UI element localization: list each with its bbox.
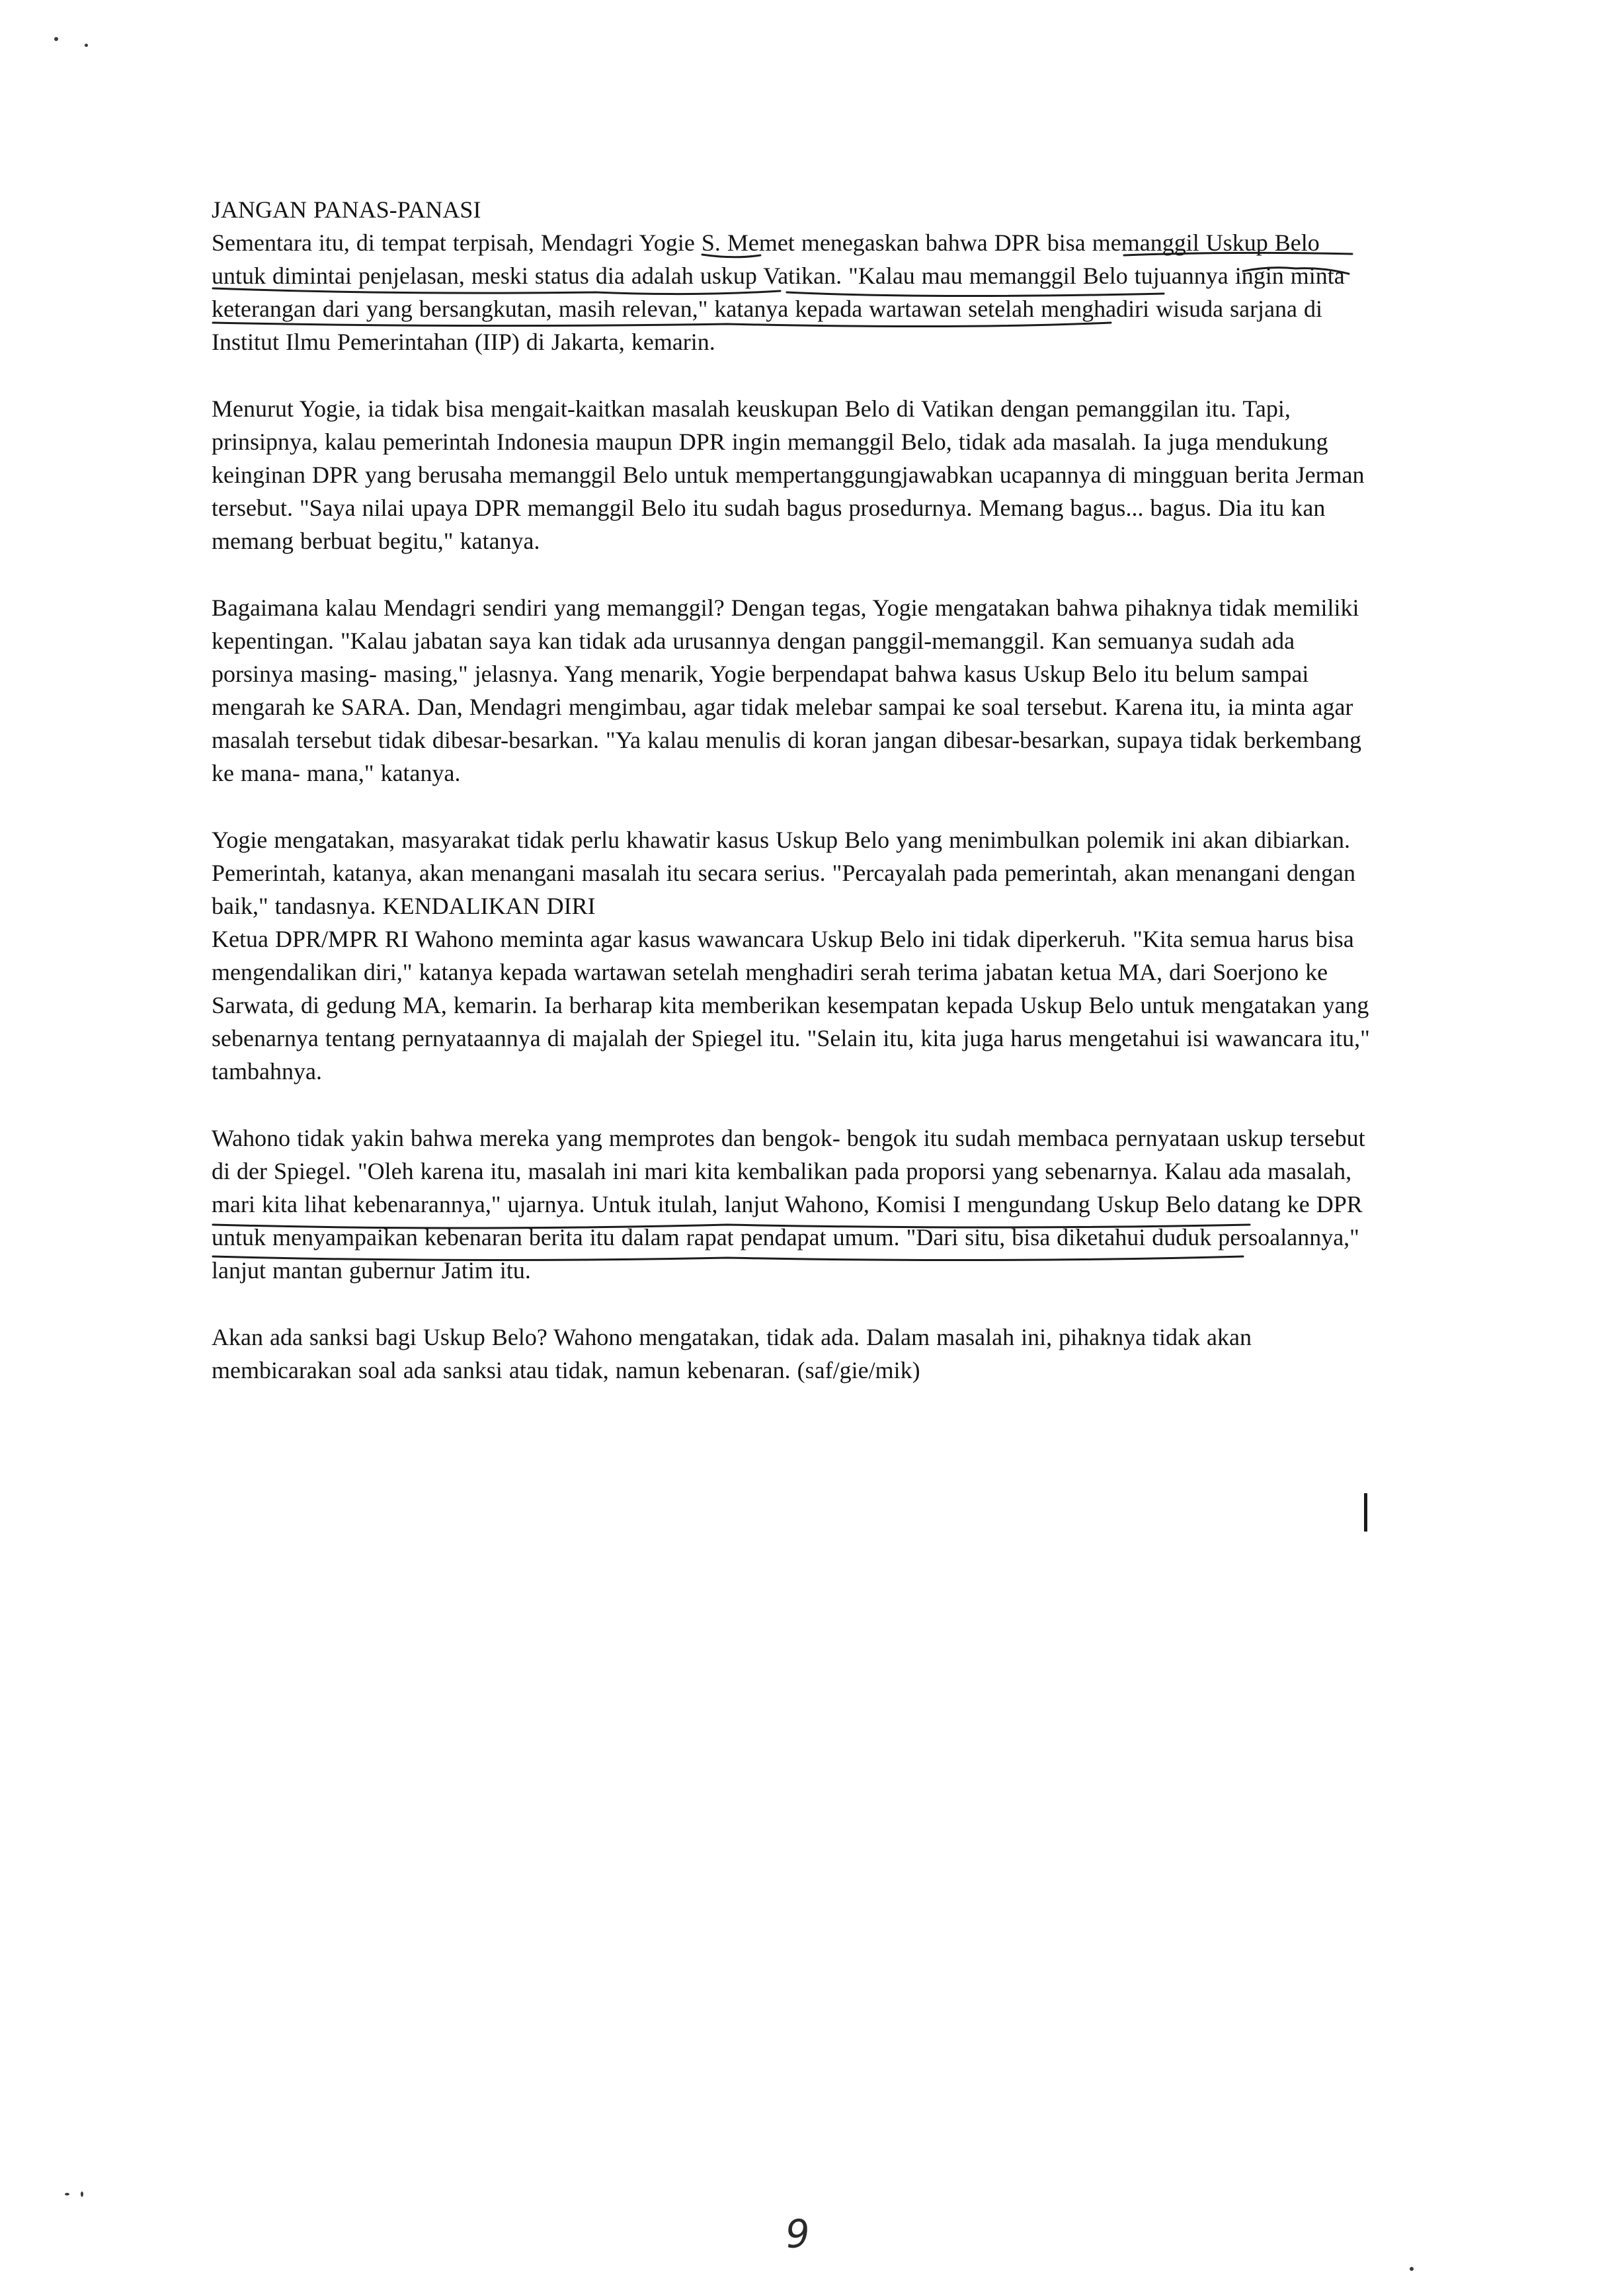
paragraph-4-lead: Yogie mengatakan, masyarakat tidak perlu khawatir kasus Uskup Belo yang menimbulkan polemik ini akan dibiarkan. Pemerintah, katanya, akan menangani masalah itu secara serius. "Percayalah pada pemerintah, akan menangani dengan baik," tandasnya. bbox=[212, 827, 1355, 919]
scan-speck bbox=[54, 37, 58, 41]
paragraph-5: Wahono tidak yakin bahwa mereka yang memprotes dan bengok- bengok itu sudah membaca pernyataan uskup tersebut di der Spiegel. "Oleh karena itu, masalah ini mari kita kembalikan pada proporsi yang sebenarnya. Kalau ada masalah, mari kita lihat kebenarannya," ujarnya. Untuk itulah, lanjut Wahono, Komisi I mengundang Uskup Belo datang ke DPR untuk menyampaikan kebenaran berita itu dalam rapat pendapat umum. "Dari situ, bisa diketahui duduk persoalannya," lanjut mantan gubernur Jatim itu. bbox=[212, 1125, 1365, 1284]
scan-speck bbox=[1410, 2267, 1414, 2271]
paragraph-3: Bagaimana kalau Mendagri sendiri yang memanggil? Dengan tegas, Yogie mengatakan bahwa pihaknya tidak memiliki kepentingan. "Kalau jabatan saya kan tidak ada urusannya dengan panggil-memanggil. Kan semuanya sudah ada porsinya masing- masing," jelasnya. Yang menarik, Yogie berpendapat bahwa kasus Uskup Belo itu belum sampai mengarah ke SARA. Dan, Mendagri mengimbau, agar tidak melebar sampai ke soal tersebut. Karena itu, ia minta agar masalah tersebut tidak dibesar-besarkan. "Ya kalau menulis di koran jangan dibesar-besarkan, supaya tidak berkembang ke mana- mana," katanya. bbox=[212, 594, 1362, 786]
scan-speck bbox=[81, 2192, 83, 2197]
margin-bar-mark bbox=[1364, 1493, 1367, 1532]
section-heading: JANGAN PANAS-PANASI bbox=[212, 196, 481, 223]
scan-speck bbox=[65, 2193, 69, 2195]
paragraph-2: Menurut Yogie, ia tidak bisa mengait-kaitkan masalah keuskupan Belo di Vatikan dengan pemanggilan itu. Tapi, prinsipnya, kalau pemerintah Indonesia maupun DPR ingin memanggil Belo, tidak ada masalah. Ia juga mendukung keinginan DPR yang berusaha memanggil Belo untuk mempertanggungjawabkan ucapannya di mingguan berita Jerman tersebut. "Saya nilai upaya DPR memanggil Belo itu sudah bagus prosedurnya. Memang bagus... bagus. Dia itu kan memang berbuat begitu," katanya. bbox=[212, 395, 1365, 554]
page-number: 9 bbox=[784, 2210, 812, 2258]
scan-speck bbox=[85, 44, 88, 47]
subheading-kendalikan-diri: KENDALIKAN DIRI bbox=[382, 893, 596, 919]
paragraph-1: Sementara itu, di tempat terpisah, Mendagri Yogie S. Memet menegaskan bahwa DPR bisa memanggil Uskup Belo untuk dimintai penjelasan, meski status dia adalah uskup Vatikan. "Kalau mau memanggil Belo tujuannya ingin minta keterangan dari yang bersangkutan, masih relevan," katanya kepada wartawan setelah menghadiri wisuda sarjana di Institut Ilmu Pemerintahan (IIP) di Jakarta, kemarin. bbox=[212, 229, 1345, 355]
paragraph-6: Akan ada sanksi bagi Uskup Belo? Wahono mengatakan, tidak ada. Dalam masalah ini, pihaknya tidak akan membicarakan soal ada sanksi atau tidak, namun kebenaran. (saf/gie/mik) bbox=[212, 1324, 1252, 1383]
paragraph-4 bbox=[212, 823, 1375, 1088]
paragraph-4-rest: Ketua DPR/MPR RI Wahono meminta agar kasus wawancara Uskup Belo ini tidak diperkeruh. "Kita semua harus bisa mengendalikan diri," katanya kepada wartawan setelah menghadiri serah terima jabatan ketua MA, dari Soerjono ke Sarwata, di gedung MA, kemarin. Ia berharap kita memberikan kesempatan kepada Uskup Belo untuk mengatakan yang sebenarnya tentang pernyataannya di majalah der Spiegel itu. "Selain itu, kita juga harus mengetahui isi wawancara itu," tambahnya. bbox=[212, 926, 1370, 1085]
article-body bbox=[212, 193, 1375, 1420]
